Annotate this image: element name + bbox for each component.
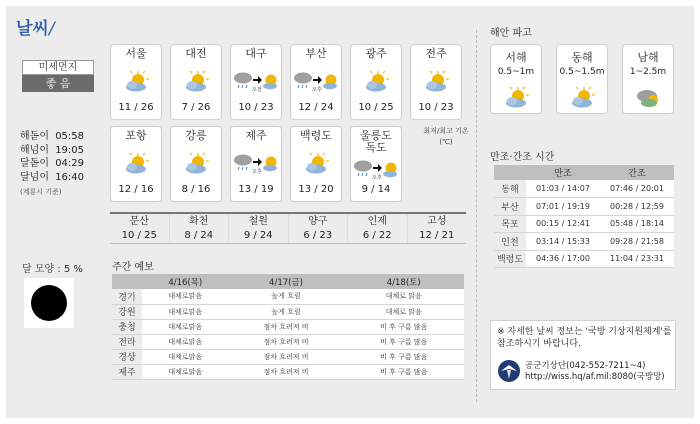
region-temp: 6 / 23 — [303, 230, 333, 241]
table-row — [112, 364, 464, 379]
table-header: 4/18(토) — [343, 274, 464, 289]
region-cell — [408, 214, 467, 243]
region-temp: 12 / 21 — [419, 230, 455, 241]
moon-phase-box — [24, 278, 74, 328]
table-cell: 대체로맑음 — [142, 334, 229, 349]
city-card — [350, 126, 402, 202]
table-cell: 점차 흐려져 비 — [229, 364, 344, 379]
city-temp: 12 / 24 — [298, 102, 334, 113]
table-header: 4/17(금) — [229, 274, 344, 289]
table-row — [494, 180, 674, 198]
contact-phone: 공군기상단(042-552-7211~4) — [525, 361, 646, 371]
table-cell-region: 충청 — [112, 319, 142, 334]
city-card — [170, 44, 222, 120]
table-row — [112, 289, 464, 304]
table-row — [494, 233, 674, 251]
table-cell: 점차 흐려져 비 — [229, 349, 344, 364]
region-temp: 9 / 24 — [243, 230, 273, 241]
partly-cloudy-icon — [411, 69, 461, 93]
table-cell: 대체로 맑음 — [343, 304, 464, 319]
region-cell — [110, 214, 170, 243]
city-name: 광주 — [365, 47, 387, 60]
table-cell: 04:36 / 17:00 — [526, 250, 600, 268]
table-cell: 대체로맑음 — [142, 364, 229, 379]
contact-url[interactable]: http://wiss.hq/af.mil:8080(국방망) — [525, 372, 665, 382]
table-cell-port: 동해 — [494, 180, 526, 198]
table-cell-region: 경상 — [112, 349, 142, 364]
partly-cloudy-icon — [557, 85, 607, 109]
moon-icon — [31, 285, 67, 321]
partly-cloudy-icon — [111, 69, 161, 93]
city-name: 대전 — [185, 47, 207, 60]
city-card — [290, 126, 342, 202]
partly-cloudy-icon — [171, 151, 221, 175]
wave-height: 1~2.5m — [629, 67, 667, 77]
temp-scale-label: 최저/최고 기온 — [423, 127, 469, 135]
city-name: 울릉도 독도 — [360, 129, 392, 154]
fine-dust-value: 좋 음 — [22, 75, 94, 92]
city-card — [110, 126, 162, 202]
city-name: 부산 — [305, 47, 327, 60]
table-cell-region: 전라 — [112, 334, 142, 349]
table-header: 간조 — [600, 165, 674, 180]
table-cell: 11:04 / 23:31 — [600, 250, 674, 268]
table-cell: 00:15 / 12:41 — [526, 215, 600, 233]
city-name: 서울 — [125, 47, 147, 60]
time-label: 해돋이 — [20, 131, 49, 142]
city-card — [230, 44, 282, 120]
partly-cloudy-icon — [171, 69, 221, 93]
region-name: 화천 — [189, 216, 209, 227]
page-title — [16, 14, 55, 39]
svg-text:오전: 오전 — [252, 87, 262, 93]
table-cell: 비 후 구름 많음 — [343, 349, 464, 364]
table-row — [112, 334, 464, 349]
time-row — [20, 144, 84, 158]
weekly-forecast-title: 주간 예보 — [112, 262, 154, 273]
table-row — [494, 198, 674, 216]
table-header-row — [494, 165, 674, 180]
location-note: (계룡시 기준) — [20, 188, 62, 196]
city-card — [350, 44, 402, 120]
partly-cloudy-icon — [491, 85, 541, 109]
city-name: 전주 — [425, 47, 447, 60]
table-cell: 03:14 / 15:33 — [526, 233, 600, 251]
title-text: 날씨 — [16, 19, 49, 39]
city-card — [410, 44, 462, 120]
wave-card — [490, 44, 542, 114]
time-label: 달돋이 — [20, 158, 49, 169]
table-cell: 대체로맑음 — [142, 304, 229, 319]
region-name: 양구 — [308, 216, 328, 227]
svg-text:오후: 오후 — [372, 175, 382, 181]
city-temp: 11 / 26 — [118, 102, 154, 113]
region-cell — [348, 214, 408, 243]
tide-table — [494, 165, 674, 268]
table-row — [494, 215, 674, 233]
wave-height-title: 해안 파고 — [490, 28, 532, 39]
time-label: 해넘이 — [20, 144, 49, 156]
city-temp: 13 / 19 — [238, 184, 274, 195]
city-temp: 10 / 25 — [358, 102, 394, 113]
table-cell-port: 인천 — [494, 233, 526, 251]
table-cell: 대체로맑음 — [142, 289, 229, 304]
partly-cloudy-icon — [291, 151, 341, 175]
region-name: 인제 — [367, 216, 387, 227]
city-name: 제주 — [245, 129, 267, 142]
svg-text:오후: 오후 — [312, 87, 322, 93]
table-cell: 대체로맑음 — [142, 319, 229, 334]
wave-card — [556, 44, 608, 114]
table-cell: 07:46 / 20:01 — [600, 180, 674, 198]
region-name: 고성 — [427, 216, 447, 227]
tide-title: 만조·간조 시간 — [490, 152, 555, 163]
city-temp: 9 / 14 — [361, 184, 391, 195]
city-card — [110, 44, 162, 120]
temp-scale-note — [418, 126, 474, 148]
table-cell: 대체로맑음 — [142, 349, 229, 364]
city-card — [170, 126, 222, 202]
table-header-empty — [494, 165, 526, 180]
svg-text:오후: 오후 — [252, 169, 262, 175]
time-row — [20, 171, 84, 185]
wave-height: 0.5~1m — [497, 67, 535, 77]
time-value: 19:05 — [55, 144, 85, 156]
rain-then-sunny-icon — [351, 157, 401, 181]
temp-unit: (℃) — [439, 138, 453, 146]
sun-moon-times — [20, 130, 84, 200]
rain-then-sunny-icon — [291, 69, 341, 93]
table-cell: 07:01 / 19:19 — [526, 198, 600, 216]
city-name: 강릉 — [185, 129, 207, 142]
time-value: 04:29 — [55, 158, 85, 169]
table-cell-port: 부산 — [494, 198, 526, 216]
region-temp: 6 / 22 — [362, 230, 392, 241]
city-name: 포항 — [125, 129, 147, 142]
city-temp: 8 / 16 — [181, 184, 211, 195]
fine-dust-label: 미세먼지 — [22, 60, 94, 75]
region-cell — [229, 214, 289, 243]
table-cell: 00:28 / 12:59 — [600, 198, 674, 216]
time-label: 달넘이 — [20, 171, 49, 183]
contact-info — [525, 361, 665, 383]
partly-cloudy-icon — [111, 151, 161, 175]
table-cell: 점차 흐려져 비 — [229, 319, 344, 334]
table-row — [494, 250, 674, 268]
time-row — [20, 130, 84, 144]
sea-name: 서해 — [505, 51, 527, 64]
table-header-empty — [112, 274, 142, 289]
table-cell: 05:48 / 18:14 — [600, 215, 674, 233]
city-card — [230, 126, 282, 202]
rain-then-sunny-icon — [231, 151, 281, 175]
table-header-row — [112, 274, 464, 289]
city-name: 대구 — [245, 47, 267, 60]
table-cell: 비 후 구름 많음 — [343, 334, 464, 349]
fine-dust-box — [22, 60, 94, 92]
region-temp: 8 / 24 — [184, 230, 214, 241]
table-cell: 비 후 구름 많음 — [343, 364, 464, 379]
city-temp: 13 / 20 — [298, 184, 334, 195]
region-cell — [289, 214, 349, 243]
sea-name: 동해 — [571, 51, 593, 64]
table-cell-region: 경기 — [112, 289, 142, 304]
region-cell — [170, 214, 230, 243]
table-cell-port: 목포 — [494, 215, 526, 233]
moon-phase-label: 달 모양 : 5 % — [22, 264, 83, 275]
info-box — [490, 320, 676, 390]
title-mark: / — [48, 19, 55, 39]
table-cell-port: 백령도 — [494, 250, 526, 268]
table-cell: 높게 흐림 — [229, 289, 344, 304]
wave-height: 0.5~1.5m — [559, 67, 605, 77]
table-header: 4/16(목) — [142, 274, 229, 289]
table-cell: 09:28 / 21:58 — [600, 233, 674, 251]
region-temp-row — [110, 212, 466, 244]
table-cell: 01:03 / 14:07 — [526, 180, 600, 198]
time-value: 05:58 — [55, 131, 85, 142]
weekly-forecast-table — [112, 274, 464, 380]
rain-then-sunny-icon — [231, 69, 281, 93]
city-temp: 12 / 16 — [118, 184, 154, 195]
region-name: 문산 — [129, 216, 149, 227]
city-temp: 10 / 23 — [418, 102, 454, 113]
table-cell: 비 후 구름 많음 — [343, 319, 464, 334]
info-text: ※ 자세한 날씨 정보는 '국방 기상지원체계'를 참조하시기 바랍니다. — [497, 327, 672, 349]
air-force-emblem-icon — [497, 357, 521, 385]
cloudy-icon — [623, 85, 673, 109]
table-row — [112, 319, 464, 334]
city-card — [290, 44, 342, 120]
time-row — [20, 157, 84, 171]
city-temp: 7 / 26 — [181, 102, 211, 113]
city-name: 백령도 — [300, 129, 332, 142]
table-cell-region: 제주 — [112, 364, 142, 379]
sea-name: 남해 — [637, 51, 659, 64]
table-cell: 점차 흐려져 비 — [229, 334, 344, 349]
table-header: 만조 — [526, 165, 600, 180]
table-row — [112, 349, 464, 364]
region-name: 철원 — [248, 216, 268, 227]
city-temp: 10 / 23 — [238, 102, 274, 113]
region-temp: 10 / 25 — [121, 230, 157, 241]
table-cell-region: 강원 — [112, 304, 142, 319]
table-row — [112, 304, 464, 319]
section-divider — [476, 30, 477, 402]
table-cell: 대체로 맑음 — [343, 289, 464, 304]
partly-cloudy-icon — [351, 69, 401, 93]
time-value: 16:40 — [55, 171, 85, 183]
wave-card — [622, 44, 674, 114]
table-cell: 높게 흐림 — [229, 304, 344, 319]
